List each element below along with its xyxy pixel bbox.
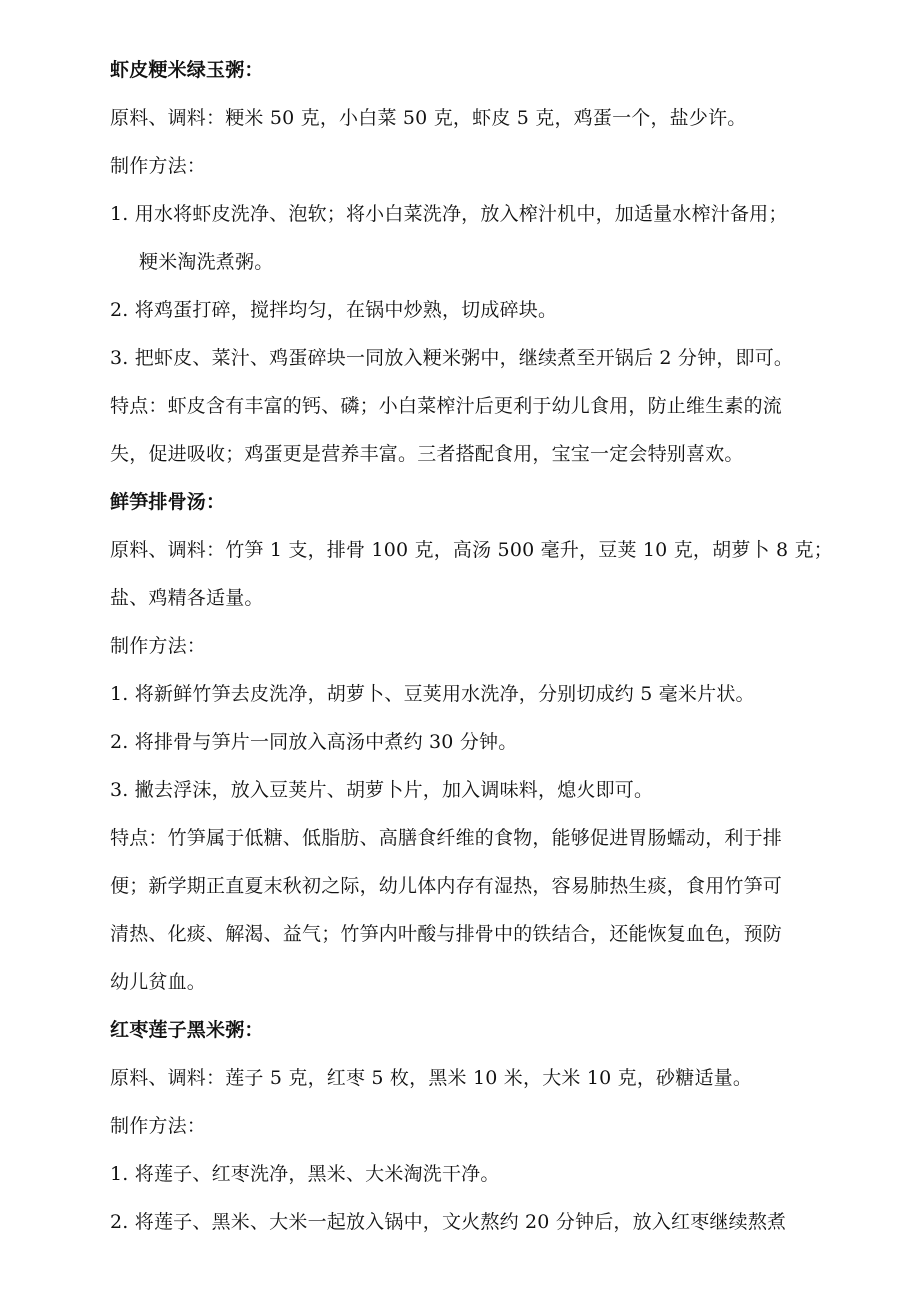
ingredients-line: 原料、调料：竹笋 1 支，排骨 100 克，高汤 500 毫升，豆荚 10 克，胡萝卜 8 克； (110, 539, 833, 561)
step-line: 3. 把虾皮、菜汁、鸡蛋碎块一同放入粳米粥中，继续煮至开锅后 2 分钟，即可。 (110, 347, 794, 369)
ingredients-line: 原料、调料：莲子 5 克，红枣 5 枚，黑米 10 米，大米 10 克，砂糖适量。 (110, 1067, 753, 1089)
step-line: 2. 将排骨与笋片一同放入高汤中煮约 30 分钟。 (110, 731, 518, 753)
recipe-title: 鲜笋排骨汤： (110, 491, 226, 513)
step-line: 2. 将莲子、黑米、大米一起放入锅中，文火熬约 20 分钟后，放入红枣继续熬煮 (110, 1211, 787, 1233)
step-line: 3. 撇去浮沫，放入豆荚片、胡萝卜片，加入调味料，熄火即可。 (110, 779, 654, 801)
features-line: 便；新学期正直夏末秋初之际，幼儿体内存有湿热，容易肺热生痰，食用竹笋可 (110, 875, 783, 897)
step-line: 1. 将新鲜竹笋去皮洗净，胡萝卜、豆荚用水洗净，分别切成约 5 毫米片状。 (110, 683, 755, 705)
features-line: 幼儿贫血。 (110, 971, 207, 993)
ingredients-line: 原料、调料：粳米 50 克，小白菜 50 克，虾皮 5 克，鸡蛋一个，盐少许。 (110, 107, 747, 129)
method-heading: 制作方法： (110, 155, 207, 177)
method-heading: 制作方法： (110, 1115, 207, 1137)
features-line: 特点：虾皮含有丰富的钙、磷；小白菜榨汁后更利于幼儿食用，防止维生素的流 (110, 395, 783, 417)
step-line: 2. 将鸡蛋打碎，搅拌均匀，在锅中炒熟，切成碎块。 (110, 299, 558, 321)
features-line: 清热、化痰、解渴、益气；竹笋内叶酸与排骨中的铁结合，还能恢复血色，预防 (110, 923, 783, 945)
step-line: 1. 用水将虾皮洗净、泡软；将小白菜洗净，放入榨汁机中，加适量水榨汁备用； (110, 203, 788, 225)
step-line: 1. 将莲子、红枣洗净，黑米、大米淘洗干净。 (110, 1163, 500, 1185)
method-heading: 制作方法： (110, 635, 207, 657)
features-line: 特点：竹笋属于低糖、低脂肪、高膳食纤维的食物，能够促进胃肠蠕动，利于排 (110, 827, 783, 849)
features-line: 失，促进吸收；鸡蛋更是营养丰富。三者搭配食用，宝宝一定会特别喜欢。 (110, 443, 744, 465)
step-line-continued: 粳米淘洗煮粥。 (139, 251, 274, 273)
recipe-title: 红枣莲子黑米粥： (110, 1019, 264, 1041)
recipe-title: 虾皮粳米绿玉粥： (110, 59, 264, 81)
ingredients-line: 盐、鸡精各适量。 (110, 587, 264, 609)
